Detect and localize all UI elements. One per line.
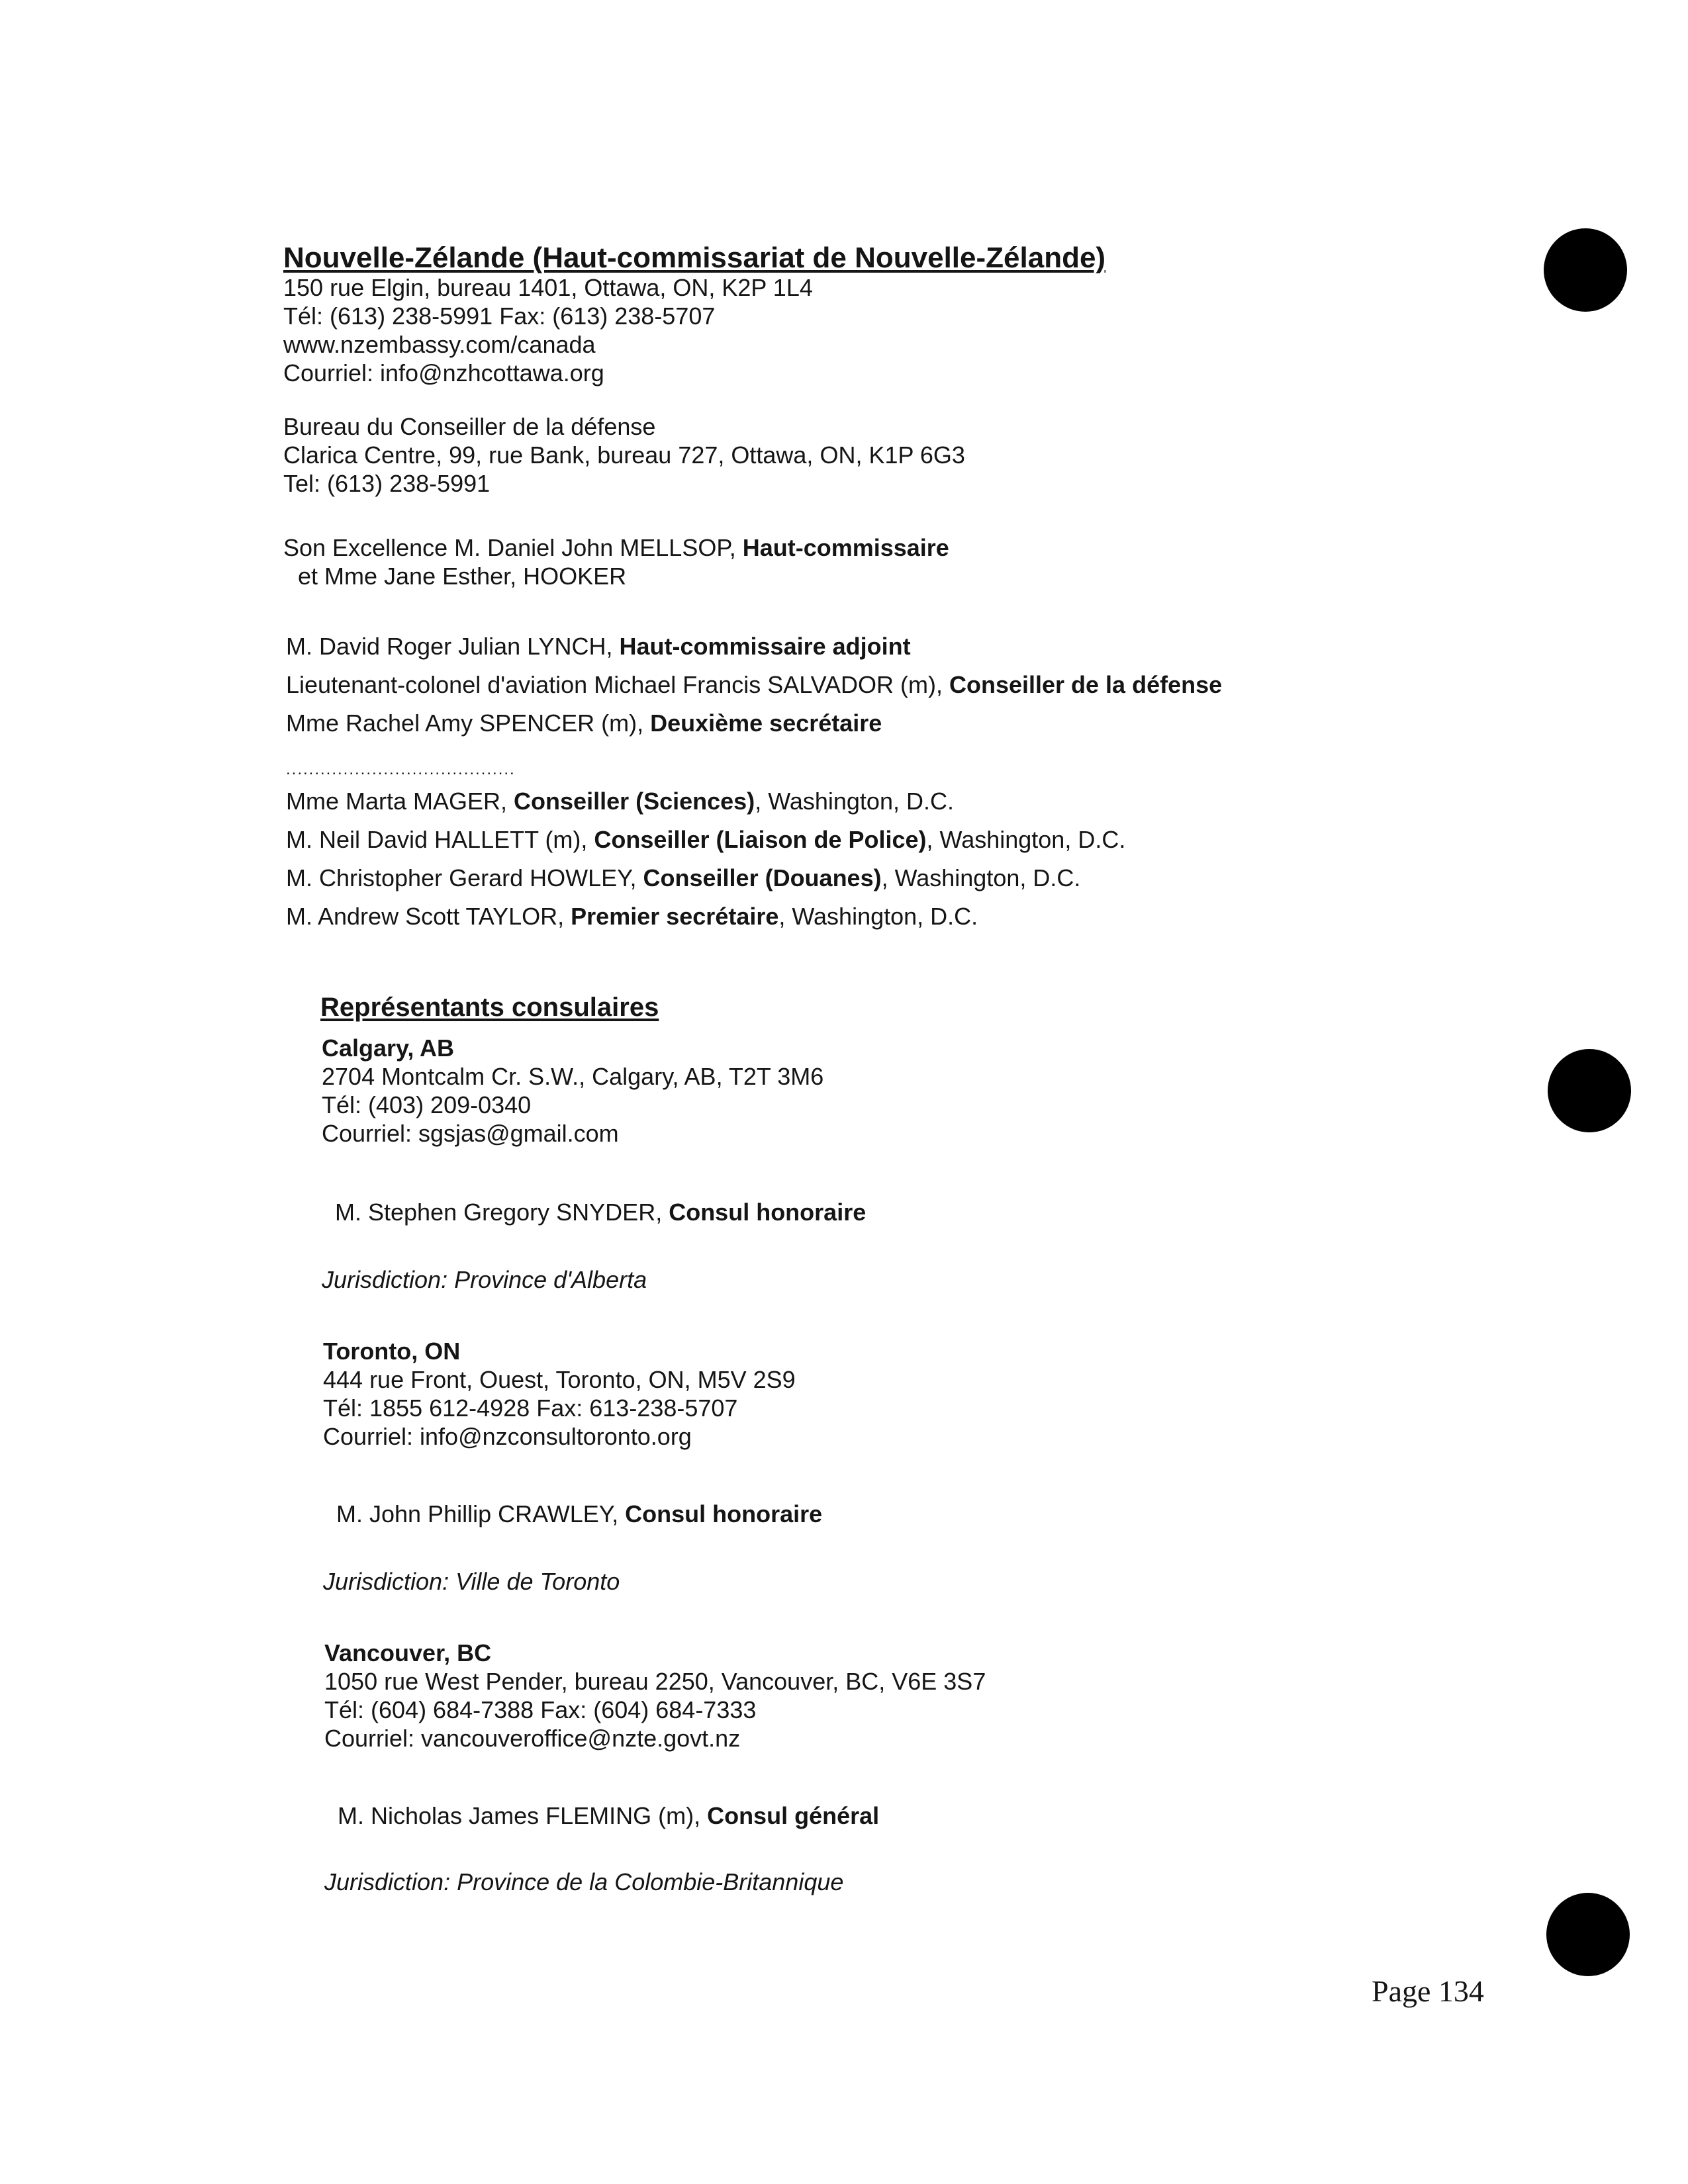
hole-punch-top [1544, 228, 1627, 312]
head-name: Son Excellence M. Daniel John MELLSOP, [283, 534, 743, 561]
staff-title: Conseiller (Liaison de Police) [594, 826, 927, 853]
mission-website: www.nzembassy.com/canada [283, 331, 596, 358]
dotted-separator: ........................................ [286, 760, 516, 778]
washington-staff-entry [286, 782, 1125, 821]
washington-staff-entry [286, 897, 1125, 936]
consular-office-vancouver [324, 1639, 986, 1752]
rep-title: Consul honoraire [625, 1500, 823, 1527]
office-email: Courriel: info@nzconsultoronto.org [323, 1423, 692, 1450]
rep-name: M. John Phillip CRAWLEY, [336, 1500, 626, 1527]
defence-office-phone: Tel: (613) 238-5991 [283, 470, 491, 497]
page-title: Nouvelle-Zélande (Haut-commissariat de Nouvelle-Zélande) [283, 242, 1106, 274]
rep-title: Consul général [707, 1802, 880, 1829]
defence-office-address: Clarica Centre, 99, rue Bank, bureau 727, Ottawa, ON, K1P 6G3 [283, 441, 965, 469]
staff-name: Lieutenant-colonel d'aviation Michael Francis SALVADOR (m), [286, 671, 949, 698]
rep-title: Consul honoraire [669, 1199, 867, 1226]
rep-name: M. Nicholas James FLEMING (m), [338, 1802, 708, 1829]
hole-punch-middle [1548, 1049, 1631, 1132]
head-line [283, 533, 949, 562]
office-jurisdiction: Jurisdiction: Ville de Toronto [323, 1568, 620, 1595]
rep-line [335, 1198, 866, 1226]
consular-heading: Représentants consulaires [320, 993, 659, 1022]
staff-title: Conseiller de la défense [949, 671, 1223, 698]
office-phone: Tél: (604) 684-7388 Fax: (604) 684-7333 [324, 1696, 757, 1723]
washington-staff-entry [286, 821, 1125, 859]
jurisdiction-toronto [323, 1567, 620, 1596]
staff-title: Premier secrétaire [571, 903, 779, 930]
office-email: Courriel: vancouveroffice@nzte.govt.nz [324, 1725, 741, 1752]
staff-title: Deuxième secrétaire [650, 709, 882, 737]
staff-entry [286, 704, 1222, 743]
staff-name: Mme Rachel Amy SPENCER (m), [286, 709, 651, 737]
staff-title: Haut-commissaire adjoint [619, 633, 911, 660]
separator [286, 760, 516, 780]
office-city: Calgary, AB [322, 1034, 455, 1062]
consular-rep-toronto [336, 1500, 822, 1528]
consular-rep-vancouver [338, 1801, 879, 1830]
jurisdiction-calgary [322, 1265, 647, 1294]
consular-rep-calgary [335, 1198, 866, 1226]
staff-name: M. Christopher Gerard HOWLEY, [286, 864, 643, 891]
consular-office-toronto [323, 1337, 796, 1451]
staff-name: M. David Roger Julian LYNCH, [286, 633, 620, 660]
office-address: 444 rue Front, Ouest, Toronto, ON, M5V 2S9 [323, 1366, 796, 1393]
consular-section [320, 991, 659, 1023]
washington-staff-entry [286, 859, 1125, 897]
rep-line [336, 1500, 822, 1528]
page-number: Page 134 [1372, 1974, 1484, 2008]
mission-phone: Tél: (613) 238-5991 Fax: (613) 238-5707 [283, 302, 716, 330]
head-of-mission [283, 533, 949, 590]
staff-name: Mme Marta MAGER, [286, 788, 514, 815]
head-title: Haut-commissaire [742, 534, 949, 561]
washington-staff-list [286, 782, 1125, 936]
hole-punch-bottom [1546, 1893, 1630, 1976]
mission-header [283, 242, 1105, 274]
consular-office-calgary [322, 1034, 823, 1148]
office-address: 1050 rue West Pender, bureau 2250, Vancouver, BC, V6E 3S7 [324, 1668, 986, 1695]
defence-office [283, 412, 965, 498]
staff-name: M. Neil David HALLETT (m), [286, 826, 594, 853]
mission-address: 150 rue Elgin, bureau 1401, Ottawa, ON, K2P 1L4 [283, 274, 813, 301]
office-email: Courriel: sgsjas@gmail.com [322, 1120, 619, 1147]
jurisdiction-vancouver [324, 1868, 843, 1896]
office-phone: Tél: 1855 612-4928 Fax: 613-238-5707 [323, 1394, 738, 1422]
mission-email: Courriel: info@nzhcottawa.org [283, 359, 604, 387]
mission-contact [283, 273, 813, 387]
staff-suffix: , Washington, D.C. [778, 903, 978, 930]
rep-line [338, 1801, 879, 1830]
office-address: 2704 Montcalm Cr. S.W., Calgary, AB, T2T 3M6 [322, 1063, 824, 1090]
staff-list [286, 627, 1222, 743]
office-jurisdiction: Jurisdiction: Province de la Colombie-Britannique [324, 1868, 844, 1895]
office-city: Toronto, ON [323, 1338, 461, 1365]
staff-title: Conseiller (Sciences) [514, 788, 755, 815]
office-phone: Tél: (403) 209-0340 [322, 1091, 532, 1118]
staff-title: Conseiller (Douanes) [643, 864, 882, 891]
office-city: Vancouver, BC [324, 1639, 492, 1666]
rep-name: M. Stephen Gregory SNYDER, [335, 1199, 669, 1226]
staff-name: M. Andrew Scott TAYLOR, [286, 903, 571, 930]
head-spouse: et Mme Jane Esther, HOOKER [298, 563, 627, 590]
staff-suffix: , Washington, D.C. [926, 826, 1126, 853]
office-jurisdiction: Jurisdiction: Province d'Alberta [322, 1266, 647, 1293]
staff-suffix: , Washington, D.C. [881, 864, 1081, 891]
staff-entry [286, 666, 1222, 704]
staff-entry [286, 627, 1222, 666]
defence-office-name: Bureau du Conseiller de la défense [283, 413, 656, 440]
staff-suffix: , Washington, D.C. [755, 788, 954, 815]
